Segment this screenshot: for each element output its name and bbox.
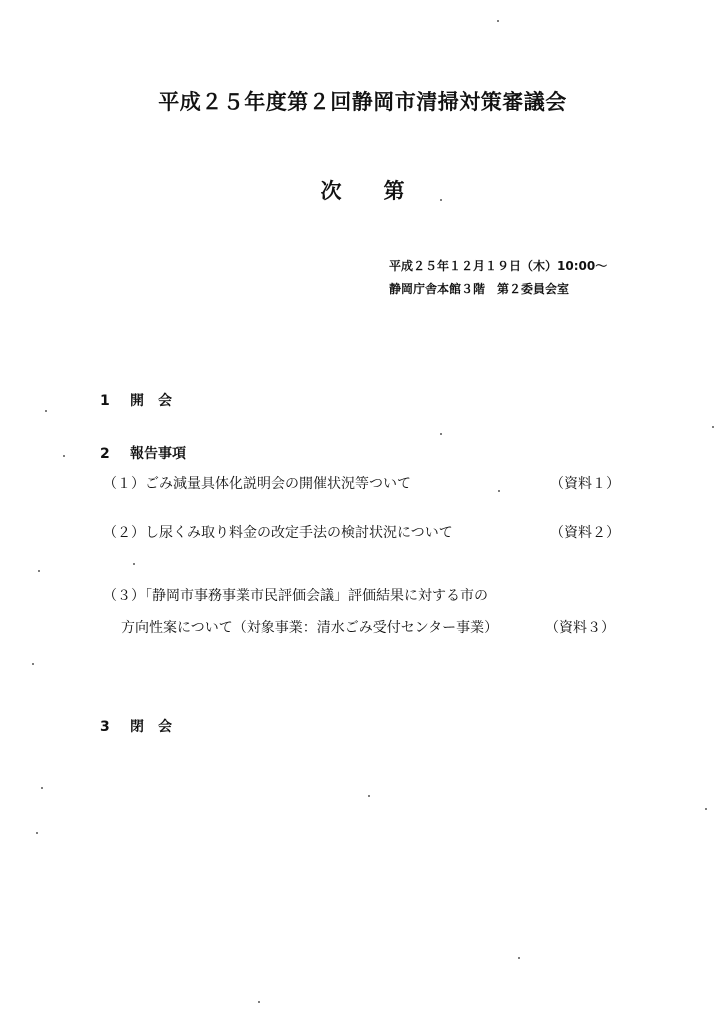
section-label: 報告事項 [130, 446, 186, 462]
scan-speck [518, 957, 520, 959]
section-number: 2 [100, 446, 110, 462]
scan-speck [32, 663, 34, 665]
scan-speck [258, 1001, 260, 1003]
scan-speck [133, 563, 135, 565]
report-item-2: （２）し尿くみ取り料金の改定手法の検討状況について [103, 525, 453, 541]
scan-speck [36, 832, 38, 834]
scan-speck [368, 795, 370, 797]
meeting-place: 静岡庁舎本館３階 第２委員会室 [389, 282, 570, 296]
scan-speck [45, 410, 47, 412]
scan-speck [38, 570, 40, 572]
scan-speck [440, 199, 442, 201]
document-title: 平成２５年度第２回静岡市清掃対策審議会 [158, 90, 567, 114]
report-item-1: （１）ごみ減量具体化説明会の開催状況等ついて [103, 476, 411, 492]
report-ref-2: （資料２） [550, 525, 620, 541]
section-label: 閉 会 [130, 719, 172, 735]
scan-speck [440, 433, 442, 435]
section-label: 開 会 [130, 393, 172, 409]
scan-speck [498, 490, 500, 492]
scan-speck [497, 20, 499, 22]
section-closing [100, 716, 172, 736]
scan-speck [63, 455, 65, 457]
scan-speck [712, 426, 714, 428]
document-subtitle: 次 第 [320, 179, 405, 203]
report-ref-1: （資料１） [550, 476, 620, 492]
report-ref-3: （資料３） [545, 620, 615, 636]
report-item-3-continued: 方向性案について（対象事業：清水ごみ受付センター事業） [121, 620, 499, 636]
section-opening [100, 390, 172, 410]
meeting-date: 平成２５年１２月１９日（木）10:00～ [389, 259, 608, 273]
section-number: 1 [100, 393, 110, 409]
scan-speck [705, 808, 707, 810]
report-item-3: （３）「静岡市事務事業市民評価会議」評価結果に対する市の [103, 588, 488, 604]
section-number: 3 [100, 719, 110, 735]
scan-speck [41, 787, 43, 789]
section-reports [100, 443, 186, 463]
